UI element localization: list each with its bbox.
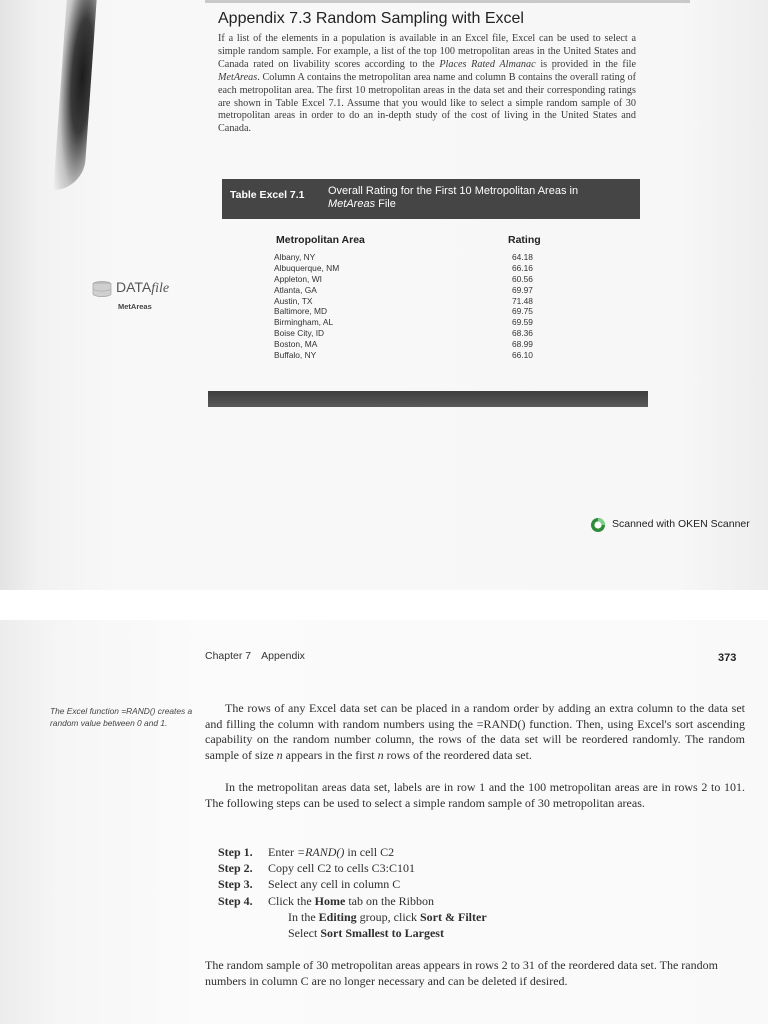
rating-cell: 69.59 [512,317,533,328]
metro-area-cell: Boise City, ID [274,328,325,339]
header-metro-area: Metropolitan Area [276,234,365,246]
step-item: Step 2. Copy cell C2 to cells C3:C101 [218,861,415,876]
header-rating: Rating [508,234,541,246]
rating-cell: 69.75 [512,306,533,317]
intro-paragraph: If a list of the elements in a population is available in an Excel file, Excel can be used to select a simple random sample. For example, a list of the top 100 metropolitan areas in the United States and Canada rated on livability scores according to the Places Rated Almanac is provided in the file MetAreas. Column A contains the metropolitan area name and column B contains the overall rating of each metropolitan area. The first 10 metropolitan areas in the data set and their corresponding ratings are shown in Table Excel 7.1. Assume that you would like to select a simple random sample of 30 metropolitan areas in order to do an in-depth study of the cost of living in the United States and Canada. [218,33,636,135]
table-row [268,328,558,339]
section-label: Appendix [261,650,305,662]
oken-scanner-logo-icon [590,517,606,533]
paragraph-random-order: The rows of any Excel data set can be placed in a random order by adding an extra column to the data set and filling the column with random numbers using the =RAND() function. Then, using Excel's sort ascending capability on the random number column, the rows of the data set will be reordered randomly. The random sample of size n appears in the first n rows of the reordered data set. [205,701,745,762]
metro-area-cell: Atlanta, GA [274,284,317,295]
table-row [268,296,558,307]
top-rule [205,0,690,3]
table-row [268,285,558,296]
data-file-label: DATAfile [116,279,170,296]
table-row [268,317,558,328]
rating-cell: 68.36 [512,328,533,339]
rating-cell: 66.16 [512,262,533,273]
paragraph-metro-areas: In the metropolitan areas data set, labels are in row 1 and the 100 metropolitan areas are in rows 2 to 101. The following steps can be used to select a simple random sample of 30 metropolitan areas. [205,780,745,810]
step-item: Step 1. Enter =RAND() in cell C2 [218,845,395,859]
paragraph-result: The random sample of 30 metropolitan areas appears in rows 2 to 31 of the reordered data set. The random numbers in column C are no longer necessary and can be deleted if desired. [205,958,718,988]
table-row [268,274,558,285]
rating-cell: 60.56 [512,273,533,284]
metro-area-cell: Baltimore, MD [274,306,328,317]
table-header-row [268,230,558,252]
metro-area-cell: Appleton, WI [274,273,322,284]
rating-cell: 71.48 [512,295,533,306]
rating-cell: 68.99 [512,339,533,350]
metro-area-cell: Albuquerque, NM [274,262,340,273]
page-number: 373 [718,652,737,664]
steps-list [218,845,718,942]
step-item: Step 4. Click the Home tab on the Ribbon [218,893,434,908]
substep-item: In the Editing group, click Sort & Filter [288,909,487,924]
margin-note: The Excel function =RAND() creates a random value between 0 and 1. [50,706,193,729]
metro-area-cell: Buffalo, NY [274,350,317,361]
table-label: Table Excel 7.1 [230,189,305,201]
table-bottom-bar [208,391,648,407]
substep-item: Select Sort Smallest to Largest [288,925,444,940]
chapter-label: Chapter 7 [205,650,252,662]
metro-area-cell: Boston, MA [274,339,318,350]
data-file-name: MetAreas [118,302,152,311]
metro-area-cell: Albany, NY [274,252,316,262]
table-caption: Overall Rating for the First 10 Metropolitan Areas in MetAreas File [328,185,579,210]
table-row [268,306,558,317]
rating-cell: 64.18 [512,252,533,262]
table-row [268,263,558,274]
running-head [205,650,315,662]
database-icon [92,281,112,296]
watermark-text: Scanned with OKEN Scanner [612,518,750,530]
step-item: Step 3. Select any cell in column C [218,877,401,892]
rating-cell: 66.10 [512,350,533,361]
table-row [268,252,558,263]
table-row [268,350,558,361]
ratings-table [268,230,558,361]
binding-shadow [53,0,96,190]
metro-area-cell: Birmingham, AL [274,317,334,328]
table-row [268,339,558,350]
page-gap [0,590,768,620]
metro-area-cell: Austin, TX [274,295,313,306]
appendix-title: Appendix 7.3 Random Sampling with Excel [218,10,524,27]
table-caption-bar [222,179,640,219]
rating-cell: 69.97 [512,284,533,295]
